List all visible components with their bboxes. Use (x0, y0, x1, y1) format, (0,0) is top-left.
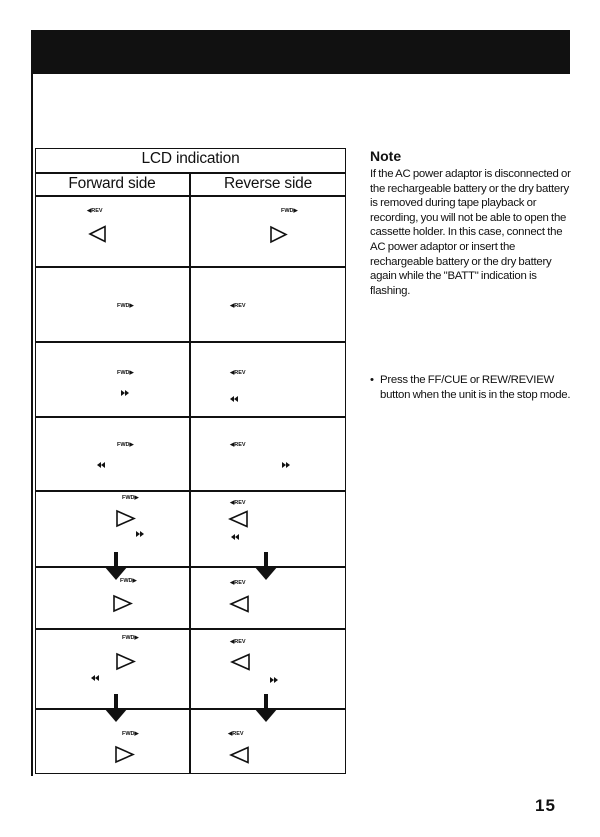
note-title: Note (370, 148, 402, 164)
rew-icon (235, 534, 239, 540)
bullet-icon: • (370, 374, 374, 386)
down-arrow-icon (254, 694, 278, 722)
rev-indicator: ◀REV (230, 639, 246, 645)
reverse-side-header: Reverse side (223, 175, 313, 192)
fwd-indicator: FWD▶ (122, 731, 139, 737)
note-bullet-text: Press the FF/CUE or REW/REVIEW button when the unit is in the stop mode. (380, 374, 571, 401)
down-arrow-icon (104, 552, 128, 580)
rev-indicator: ◀REV (230, 580, 246, 586)
fwd-indicator: FWD▶ (117, 303, 134, 309)
rev-indicator: ◀REV (230, 442, 246, 448)
rev-indicator: ◀REV (87, 208, 103, 214)
rew-icon (230, 396, 234, 402)
forward-triangle-icon (117, 654, 134, 669)
rev-indicator: ◀REV (228, 731, 244, 737)
forward-triangle-icon (271, 227, 286, 242)
rew-icon (101, 462, 105, 468)
forward-side-header: Forward side (68, 175, 156, 192)
down-arrow-icon (104, 694, 128, 722)
ff-icon (136, 531, 140, 537)
page-number: 15 (535, 796, 556, 815)
ff-icon (274, 677, 278, 683)
rew-icon (91, 675, 95, 681)
down-arrow-icon (254, 552, 278, 580)
ff-icon (270, 677, 274, 683)
rew-icon (234, 396, 238, 402)
note-body: If the AC power adaptor is disconnected or the rechargeable battery or the dry battery is removed during tape playback or recording, you will not be able to open the cassette holder. In this case, connect the AC power adaptor or insert the rechargeable battery or the dry battery again while the "BATT" indication is flashing. (370, 168, 571, 297)
rew-icon (97, 462, 101, 468)
table-title: LCD indication (141, 150, 240, 167)
reverse-triangle-icon (231, 597, 248, 612)
fwd-indicator: FWD▶ (281, 208, 298, 214)
forward-triangle-icon (114, 596, 131, 611)
ff-icon (286, 462, 290, 468)
fwd-indicator: FWD▶ (120, 578, 137, 584)
ff-icon (140, 531, 144, 537)
forward-triangle-icon (117, 511, 134, 526)
rev-indicator: ◀REV (230, 370, 246, 376)
ff-icon (282, 462, 286, 468)
fwd-indicator: FWD▶ (122, 495, 139, 501)
rev-indicator: ◀REV (230, 303, 246, 309)
fwd-indicator: FWD▶ (117, 370, 134, 376)
rew-icon (95, 675, 99, 681)
fwd-indicator: FWD▶ (117, 442, 134, 448)
rew-icon (231, 534, 235, 540)
fwd-indicator: FWD▶ (122, 635, 139, 641)
rev-indicator: ◀REV (230, 500, 246, 506)
forward-triangle-icon (116, 747, 133, 762)
ff-icon (121, 390, 125, 396)
reverse-triangle-icon (232, 655, 249, 670)
reverse-triangle-icon (231, 748, 248, 763)
note-bullet (370, 373, 575, 402)
reverse-triangle-icon (90, 227, 105, 242)
ff-icon (125, 390, 129, 396)
reverse-triangle-icon (230, 512, 247, 527)
